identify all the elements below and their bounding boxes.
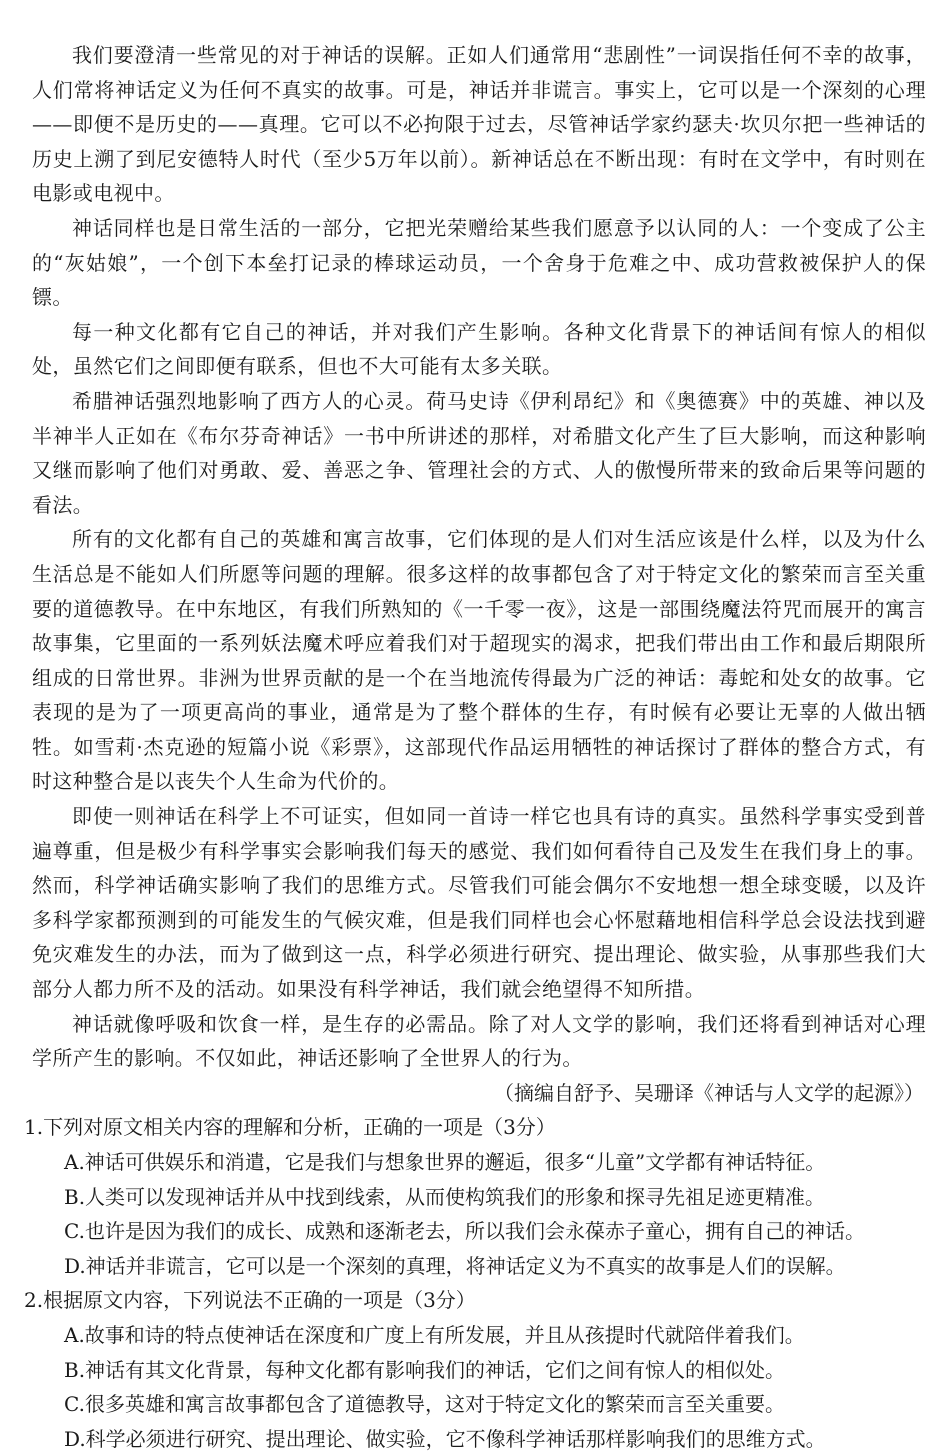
passage-paragraph-3: 每一种文化都有它自己的神话，并对我们产生影响。各种文化背景下的神话间有惊人的相似处，虽然它们之间即便有联系，但也不大可能有太多关联。 xyxy=(32,319,926,379)
question-2-stem: 2.根据原文内容，下列说法不正确的一项是（3分） xyxy=(24,1288,476,1313)
question-1-option-d: D.神话并非谎言，它可以是一个深刻的真理，将神话定义为不真实的故事是人们的误解。 xyxy=(64,1253,846,1278)
question-1-option-b: B.人类可以发现神话并从中找到线索，从而使构筑我们的形象和探寻先祖足迹更精准。 xyxy=(64,1184,826,1209)
question-2-option-c: C.很多英雄和寓言故事都包含了道德教导，这对于特定文化的繁荣而言至关重要。 xyxy=(64,1392,785,1417)
passage-paragraph-4: 希腊神话强烈地影响了西方人的心灵。荷马史诗《伊利昂纪》和《奥德赛》中的英雄、神以及半神半人正如在《布尔芬奇神话》一书中所讲述的那样，对希腊文化产生了巨大影响，而这种影响又继而影响了他们对勇敢、爱、善恶之争、管理社会的方式、人的傲慢所带来的致命后果等问题的看法。 xyxy=(32,388,926,517)
passage-paragraph-5: 所有的文化都有自己的英雄和寓言故事，它们体现的是人们对生活应该是什么样，以及为什么生活总是不能如人们所愿等问题的理解。很多这样的故事都包含了对于特定文化的繁荣而言至关重要的道德教导。在中东地区，有我们所熟知的《一千零一夜》，这是一部围绕魔法符咒而展开的寓言故事集，它里面的一系列妖法魔术呼应着我们对于超现实的渴求，把我们带出由工作和最后期限所组成的日常世界。非洲为世界贡献的是一个在当地流传得最为广泛的神话：毒蛇和处女的故事。它表现的是为了一项更高尚的事业，通常是为了整个群体的生存，有时候有必要让无辜的人做出牺牲。如雪莉·杰克逊的短篇小说《彩票》，这部现代作品运用牺牲的神话探讨了群体的整合方式，有时这种整合是以丧失个人生命为代价的。 xyxy=(32,527,926,794)
question-1-option-a: A.神话可供娱乐和消遣，它是我们与想象世界的邂逅，很多“儿童”文学都有神话特征。 xyxy=(64,1150,826,1174)
question-2-option-b: B.神话有其文化背景，每种文化都有影响我们的神话，它们之间有惊人的相似处。 xyxy=(64,1357,786,1382)
question-1 xyxy=(24,1110,926,1283)
passage-paragraph-6: 即使一则神话在科学上不可证实，但如同一首诗一样它也具有诗的真实。虽然科学事实受到普遍尊重，但是极少有科学事实会影响我们每天的感觉、我们如何看待自己及发生在我们身上的事。然而，科学神话确实影响了我们的思维方式。尽管我们可能会偶尔不安地想一想全球变暖，以及许多科学家都预测到的可能发生的气候灾难，但是我们同样也会心怀慰藉地相信科学总会设法找到避免灾难发生的办法，而为了做到这一点，科学必须进行研究、提出理论、做实验，从事那些我们大部分人都力所不及的活动。如果没有科学神话，我们就会绝望得不知所措。 xyxy=(32,804,926,1002)
question-1-stem: 1.下列对原文相关内容的理解和分析，正确的一项是（3分） xyxy=(24,1115,556,1140)
passage-source: （摘编自舒予、吴珊译《神话与人文学的起源》） xyxy=(494,1080,924,1105)
passage-paragraph-1: 我们要澄清一些常见的对于神话的误解。正如人们通常用“悲剧性”一词误指任何不幸的故事，人们常将神话定义为任何不真实的故事。可是，神话并非谎言。事实上，它可以是一个深刻的心理——即便不是历史的——真理。它可以不必拘限于过去，尽管神话学家约瑟夫·坎贝尔把一些神话的历史上溯了到尼安德特人时代（至少5万年以前）。新神话总在不断出现：有时在文学中，有时则在电影或电视中。 xyxy=(32,43,926,206)
question-2-option-a: A.故事和诗的特点使神话在深度和广度上有所发展，并且从孩提时代就陪伴着我们。 xyxy=(64,1322,805,1347)
reading-passage xyxy=(32,38,926,1110)
passage-paragraph-2: 神话同样也是日常生活的一部分，它把光荣赠给某些我们愿意予以认同的人：一个变成了公主的“灰姑娘”，一个创下本垒打记录的棒球运动员，一个舍身于危难之中、成功营救被保护人的保镖。 xyxy=(32,215,926,310)
passage-paragraph-7: 神话就像呼吸和饮食一样，是生存的必需品。除了对人文学的影响，我们还将看到神话对心理学所产生的影响。不仅如此，神话还影响了全世界人的行为。 xyxy=(32,1011,926,1071)
question-2 xyxy=(24,1283,926,1456)
question-2-option-d: D.科学必须进行研究、提出理论、做实验，它不像科学神话那样影响我们的思维方式。 xyxy=(64,1426,826,1451)
question-1-option-c: C.也许是因为我们的成长、成熟和逐渐老去，所以我们会永葆赤子童心，拥有自己的神话。 xyxy=(64,1219,865,1244)
